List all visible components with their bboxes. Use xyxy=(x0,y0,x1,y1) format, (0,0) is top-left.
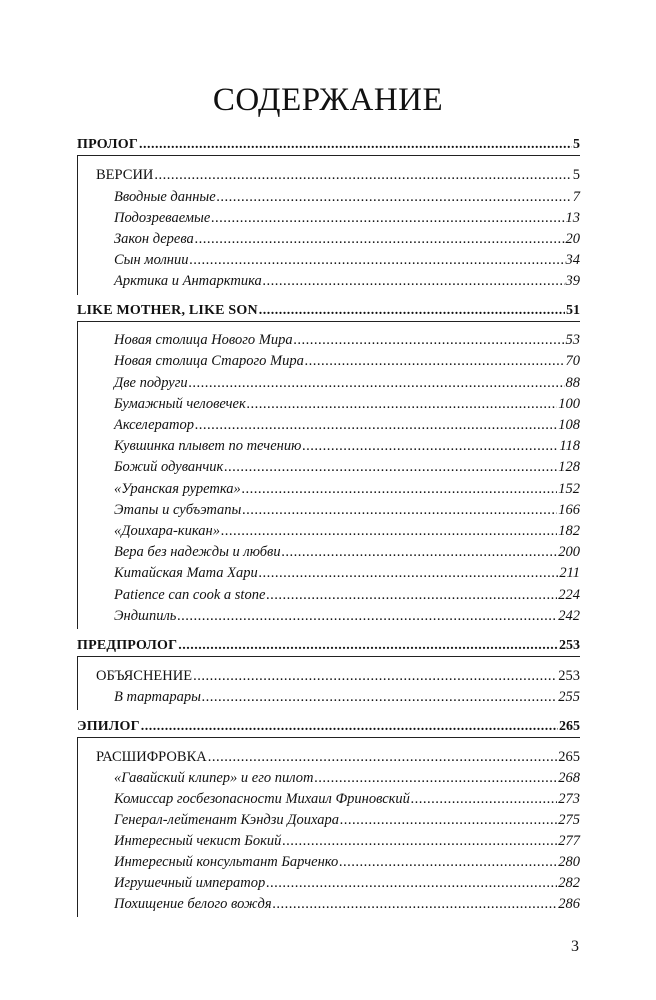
toc-page-number: 100 xyxy=(558,396,580,412)
toc-item-label: Интересный консультант Барченко xyxy=(114,854,339,870)
toc-page-number: 152 xyxy=(558,481,580,497)
toc-item-label: Patience can cook a stone xyxy=(114,587,266,603)
leader-dots xyxy=(259,564,559,582)
toc-item-label: Бумажный человечек xyxy=(114,396,246,412)
toc-page-number: 51 xyxy=(566,303,580,318)
toc-page-number: 39 xyxy=(565,273,580,289)
leader-dots xyxy=(224,458,557,476)
leader-dots xyxy=(193,667,557,685)
toc-page-number: 5 xyxy=(573,137,580,152)
leader-dots xyxy=(211,209,564,227)
toc-item-label: Сын молнии xyxy=(114,252,189,268)
section-divider xyxy=(77,321,580,322)
leader-dots xyxy=(259,302,565,320)
toc-item[interactable] xyxy=(114,832,580,850)
toc-item[interactable] xyxy=(114,352,580,370)
toc-item[interactable] xyxy=(114,395,580,413)
leader-dots xyxy=(302,437,558,455)
leader-dots xyxy=(221,522,557,540)
section-side-rule xyxy=(77,737,78,917)
toc-item[interactable] xyxy=(114,874,580,892)
toc-section-epilogue[interactable] xyxy=(77,718,580,736)
toc-item[interactable] xyxy=(114,688,580,706)
toc-page-number: 211 xyxy=(559,565,580,581)
toc-item[interactable] xyxy=(114,437,580,455)
toc-item[interactable] xyxy=(114,374,580,392)
toc-page-number: 224 xyxy=(558,587,580,603)
toc-page-number: 255 xyxy=(558,689,580,705)
toc-item[interactable] xyxy=(114,501,580,519)
toc-page-number: 20 xyxy=(565,231,580,247)
section-divider xyxy=(77,737,580,738)
toc-item-label: Подозреваемые xyxy=(114,210,211,226)
toc-page-number: 13 xyxy=(565,210,580,226)
toc-item[interactable] xyxy=(114,416,580,434)
toc-subsection[interactable] xyxy=(96,166,580,184)
leader-dots xyxy=(178,637,558,655)
toc-section-label: ПРОЛОГ xyxy=(77,137,138,152)
toc-item[interactable] xyxy=(114,458,580,476)
leader-dots xyxy=(266,874,557,892)
toc-page-number: 275 xyxy=(558,812,580,828)
toc-item[interactable] xyxy=(114,522,580,540)
toc-item-label: Закон дерева xyxy=(114,231,194,247)
toc-subsection[interactable] xyxy=(96,667,580,685)
toc-item[interactable] xyxy=(114,895,580,913)
toc-item[interactable] xyxy=(114,331,580,349)
toc-item[interactable] xyxy=(114,480,580,498)
toc-page-number: 88 xyxy=(565,375,580,391)
leader-dots xyxy=(263,272,565,290)
toc-item-label: Акселератор xyxy=(114,417,194,433)
toc-item-label: Генерал-лейтенант Кэндзи Доихара xyxy=(114,812,339,828)
toc-page-number: 200 xyxy=(558,544,580,560)
toc-section-label: LIKE MOTHER, LIKE SON xyxy=(77,303,258,318)
toc-item-label: Божий одуванчик xyxy=(114,459,224,475)
toc-item-label: Кувшинка плывет по течению xyxy=(114,438,302,454)
toc-page-number: 128 xyxy=(558,459,580,475)
section-divider xyxy=(77,656,580,657)
leader-dots xyxy=(294,331,565,349)
toc-page-number: 286 xyxy=(558,896,580,912)
toc-item-label: В тартарары xyxy=(114,689,201,705)
leader-dots xyxy=(247,395,558,413)
toc-subsection-label: ВЕРСИИ xyxy=(96,167,154,183)
page-number: 3 xyxy=(571,938,579,955)
toc-item[interactable] xyxy=(114,586,580,604)
toc-item[interactable] xyxy=(114,230,580,248)
toc-page-number: 277 xyxy=(558,833,580,849)
leader-dots xyxy=(314,769,557,787)
toc-item-label: Арктика и Антарктика xyxy=(114,273,262,289)
page-title: СОДЕРЖАНИЕ xyxy=(212,82,444,118)
toc-page-number: 280 xyxy=(558,854,580,870)
toc-page-number: 118 xyxy=(559,438,580,454)
toc-page-number: 273 xyxy=(558,791,580,807)
toc-item-label: Китайская Мата Хари xyxy=(114,565,258,581)
toc-page-number: 253 xyxy=(558,668,580,684)
leader-dots xyxy=(217,188,572,206)
leader-dots xyxy=(139,136,572,154)
toc-item-label: Комиссар госбезопасности Михаил Фриновский xyxy=(114,791,410,807)
section-side-rule xyxy=(77,155,78,295)
leader-dots xyxy=(340,811,557,829)
toc-item-label: Две подруги xyxy=(114,375,188,391)
toc-section-prologue[interactable] xyxy=(77,136,580,154)
toc-item[interactable] xyxy=(114,811,580,829)
toc-item[interactable] xyxy=(114,853,580,871)
toc-item-label: Вводные данные xyxy=(114,189,216,205)
toc-item-label: Эндшпиль xyxy=(114,608,177,624)
toc-subsection-label: ОБЪЯСНЕНИЕ xyxy=(96,668,193,684)
toc-item-label: Новая столица Нового Мира xyxy=(114,332,293,348)
leader-dots xyxy=(266,586,557,604)
toc-page-number: 53 xyxy=(565,332,580,348)
leader-dots xyxy=(282,832,557,850)
leader-dots xyxy=(242,480,557,498)
leader-dots xyxy=(242,501,557,519)
toc-page-number: 268 xyxy=(558,770,580,786)
toc-item-label: «Доихара-кикан» xyxy=(114,523,220,539)
leader-dots xyxy=(202,688,557,706)
toc-page-number: 166 xyxy=(558,502,580,518)
leader-dots xyxy=(305,352,565,370)
toc-page-number: 5 xyxy=(572,167,580,183)
leader-dots xyxy=(282,543,558,561)
toc-section-label: ЭПИЛОГ xyxy=(77,719,140,734)
toc-page-number: 265 xyxy=(558,749,580,765)
leader-dots xyxy=(177,607,557,625)
toc-item[interactable] xyxy=(114,272,580,290)
section-side-rule xyxy=(77,656,78,710)
leader-dots xyxy=(195,416,557,434)
toc-page-number: 70 xyxy=(565,353,580,369)
toc-page-number: 7 xyxy=(572,189,580,205)
toc-page-number: 265 xyxy=(559,719,580,734)
toc-item[interactable] xyxy=(114,188,580,206)
toc-page-number: 182 xyxy=(558,523,580,539)
leader-dots xyxy=(273,895,558,913)
toc-item-label: Этапы и субъэтапы xyxy=(114,502,242,518)
leader-dots xyxy=(141,718,558,736)
toc-subsection-label: РАСШИФРОВКА xyxy=(96,749,207,765)
leader-dots xyxy=(189,374,565,392)
toc-item-label: Интересный чекист Бокий xyxy=(114,833,282,849)
toc-page-number: 34 xyxy=(565,252,580,268)
toc-section-like-mother[interactable] xyxy=(77,302,580,320)
toc-item-label: «Гавайский клипер» и его пилот xyxy=(114,770,314,786)
toc-item[interactable] xyxy=(114,607,580,625)
leader-dots xyxy=(339,853,557,871)
toc-item[interactable] xyxy=(114,543,580,561)
toc-item-label: Новая столица Старого Мира xyxy=(114,353,304,369)
leader-dots xyxy=(208,748,558,766)
toc-item[interactable] xyxy=(114,251,580,269)
toc-page-number: 108 xyxy=(558,417,580,433)
toc-page-number: 253 xyxy=(559,638,580,653)
section-divider xyxy=(77,155,580,156)
toc-page-number: 242 xyxy=(558,608,580,624)
leader-dots xyxy=(154,166,571,184)
toc-section-preprologue[interactable] xyxy=(77,637,580,655)
toc-page-number: 282 xyxy=(558,875,580,891)
toc-item-label: «Уранская руретка» xyxy=(114,481,241,497)
toc-item[interactable] xyxy=(114,209,580,227)
toc-item[interactable] xyxy=(114,790,580,808)
toc-item-label: Игрушечный император xyxy=(114,875,266,891)
toc-item[interactable] xyxy=(114,564,580,582)
leader-dots xyxy=(195,230,565,248)
toc-item-label: Вера без надежды и любви xyxy=(114,544,281,560)
section-side-rule xyxy=(77,321,78,629)
toc-subsection[interactable] xyxy=(96,748,580,766)
leader-dots xyxy=(411,790,557,808)
toc-section-label: ПРЕДПРОЛОГ xyxy=(77,638,178,653)
toc-item[interactable] xyxy=(114,769,580,787)
leader-dots xyxy=(189,251,564,269)
toc-item-label: Похищение белого вождя xyxy=(114,896,272,912)
